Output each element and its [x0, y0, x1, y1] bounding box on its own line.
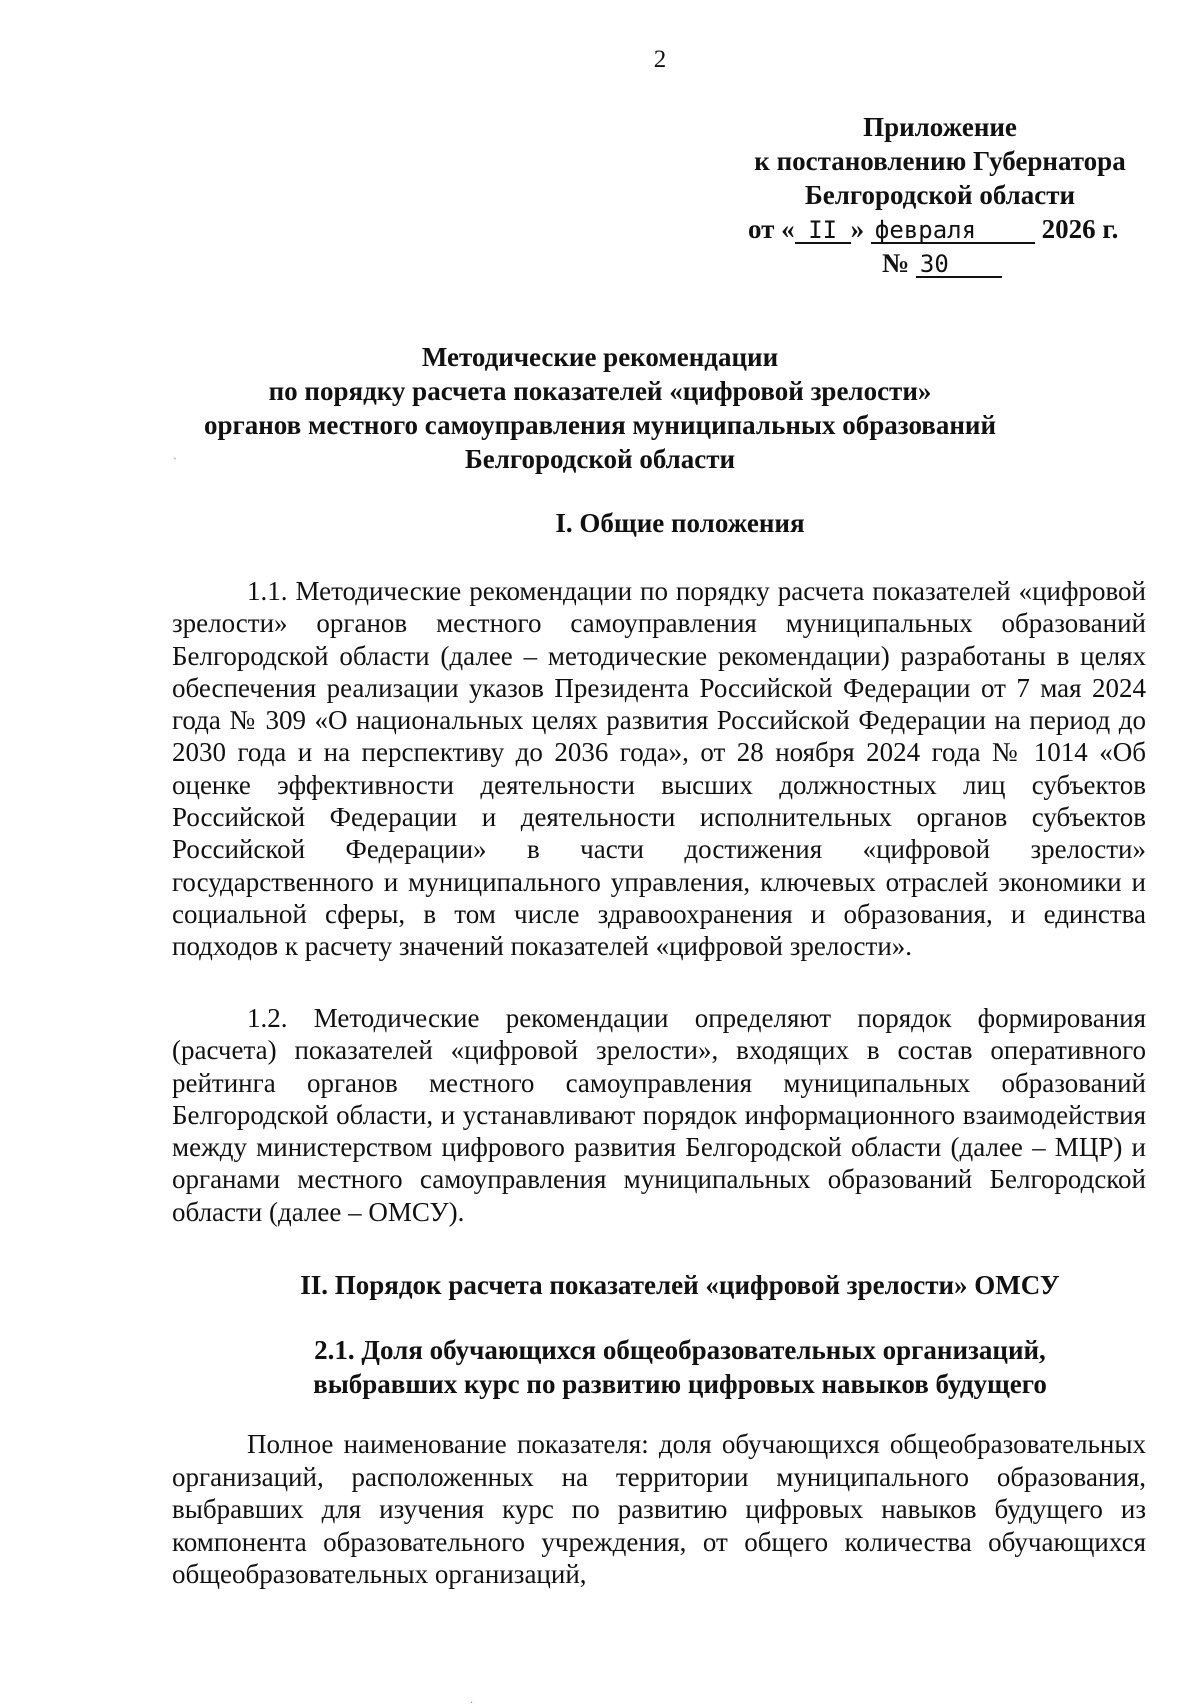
number-value: 30: [916, 252, 1002, 278]
appendix-line-3: Белгородской области: [804, 180, 1076, 210]
section-1-heading: I. Общие положения: [555, 508, 805, 538]
subsection-line-1: 2.1. Доля обучающихся общеобразовательных организаций,: [314, 1335, 1046, 1365]
title-line-1: Методические рекомендации: [421, 342, 779, 372]
paragraph-2-1-text: Полное наименование показателя: доля обучающихся общеобразовательных организаций, расположенных на территории муниципального образования, выбравших для изучения курс по развитию цифровых навыков будущего из компонента образовательного учреждения, от общего количества обучающихся общеобразовательных организаций,: [172, 1429, 1146, 1589]
paragraph-2-1: [172, 1428, 1146, 1591]
appendix-header: [730, 110, 1150, 278]
page-number: 2: [653, 46, 667, 73]
appendix-line-2: к постановлению Губернатора: [754, 146, 1126, 176]
paragraph-1-1: [172, 575, 1146, 963]
number-prefix: №: [882, 248, 910, 278]
scan-speck: `: [173, 455, 177, 469]
date-day: II: [795, 218, 851, 244]
appendix-number: [882, 246, 1002, 280]
document-title: [100, 340, 1100, 476]
appendix-date: [748, 212, 1118, 246]
title-line-3: органов местного самоуправления муниципальных образований: [203, 410, 997, 440]
appendix-line-1: Приложение: [863, 112, 1017, 142]
paragraph-1-2: [172, 1002, 1146, 1228]
date-mid: »: [850, 214, 865, 244]
title-line-4: Белгородской области: [464, 444, 736, 474]
section-2-heading: II. Порядок расчета показателей «цифровой зрелости» ОМСУ: [300, 1270, 1060, 1300]
date-month: февраля: [871, 218, 1035, 244]
title-line-2: по порядку расчета показателей «цифровой зрелости»: [268, 376, 932, 406]
subsection-2-1-heading: [200, 1333, 1160, 1401]
scan-speck: .: [470, 1692, 473, 1706]
date-year: 2026 г.: [1041, 214, 1119, 244]
paragraph-1-2-text: 1.2. Методические рекомендации определяют порядок формирования (расчета) показателей «цифровой зрелости», входящих в состав оперативного рейтинга органов местного самоуправления муниципальных образований Белгородской области, и устанавливают порядок информационного взаимодействия между министерством цифрового развития Белгородской области (далее – МЦР) и органами местного самоуправления муниципальных образований Белгородской области (далее – ОМСУ).: [172, 1003, 1146, 1227]
subsection-line-2: выбравших курс по развитию цифровых навыков будущего: [313, 1369, 1047, 1399]
date-prefix: от «: [748, 214, 795, 244]
paragraph-1-1-text: 1.1. Методические рекомендации по порядку расчета показателей «цифровой зрелости» органов местного самоуправления муниципальных образований Белгородской области (далее – методические рекомендации) разработаны в целях обеспечения реализации указов Президента Российской Федерации от 7 мая 2024 года № 309 «О национальных целях развития Российской Федерации на период до 2030 года и на перспективу до 2036 года», от 28 ноября 2024 года № 1014 «Об оценке эффективности деятельности высших должностных лиц субъектов Российской Федерации и деятельности исполнительных органов субъектов Российской Федерации» в части достижения «цифровой зрелости» государственного и муниципального управления, ключевых отраслей экономики и социальной сферы, в том числе здравоохранения и образования, и единства подходов к расчету значений показателей «цифровой зрелости».: [172, 576, 1146, 962]
